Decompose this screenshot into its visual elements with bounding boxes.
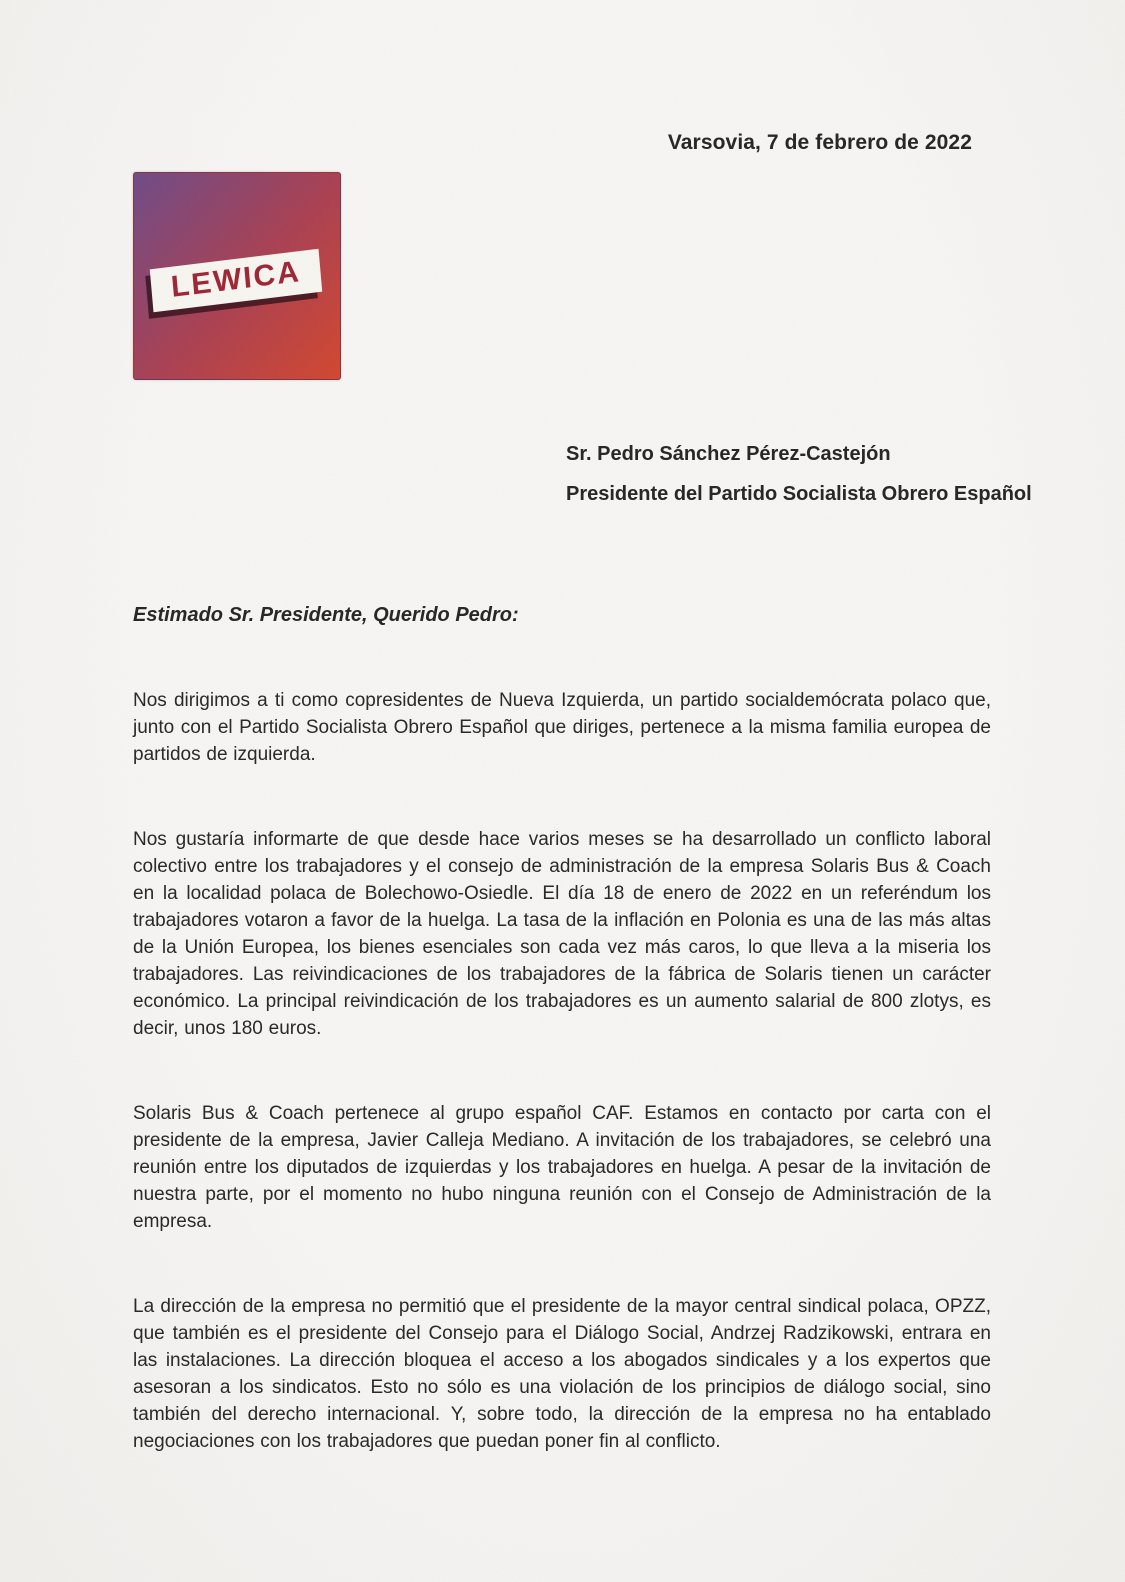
recipient-name: Sr. Pedro Sánchez Pérez-Castejón (566, 443, 891, 465)
lewica-logo (133, 172, 341, 380)
lewica-logo-text: LEWICA (169, 254, 302, 304)
letter-body (133, 687, 991, 1513)
paragraph-conflict-description: Nos gustaría informarte de que desde hace varios meses se ha desarrollado un conflicto laboral colectivo entre los trabajadores y el consejo de administración de la empresa Solaris Bus & Coach en la localidad polaca de Bolechowo-Osiedle. El día 18 de enero de 2022 en un referéndum los trabajadores votaron a favor de la huelga. La tasa de la inflación en Polonia es una de las más altas de la Unión Europea, los bienes esenciales son cada vez más caros, lo que lleva a la miseria los trabajadores. Las reivindicaciones de los trabajadores de la fábrica de Solaris tienen un carácter económico. La principal reivindicación de los trabajadores es un aumento salarial de 800 zlotys, es decir, unos 180 euros. (133, 829, 991, 1039)
paragraph-management-criticism: La dirección de la empresa no permitió que el presidente de la mayor central sindical polaca, OPZZ, que también es el presidente del Consejo para el Diálogo Social, Andrzej Radzikowski, entrara en las instalaciones. La dirección bloquea el acceso a los abogados sindicales y a los expertos que asesoran a los sindicatos. Esto no sólo es una violación de los principios de diálogo social, sino también del derecho internacional. Y, sobre todo, la dirección de la empresa no ha entablado negociaciones con los trabajadores que puedan poner fin al conflicto. (133, 1296, 991, 1452)
paragraph-caf-contact: Solaris Bus & Coach pertenece al grupo español CAF. Estamos en contacto por carta con el presidente de la empresa, Javier Calleja Mediano. A invitación de los trabajadores, se celebró una reunión entre los diputados de izquierdas y los trabajadores en huelga. A pesar de la invitación de nuestra parte, por el momento no hubo ninguna reunión con el Consejo de Administración de la empresa. (133, 1103, 991, 1232)
salutation: Estimado Sr. Presidente, Querido Pedro: (133, 604, 519, 626)
recipient-title: Presidente del Partido Socialista Obrero Español (566, 483, 1032, 505)
paragraph-introduction: Nos dirigimos a ti como copresidentes de Nueva Izquierda, un partido socialdemócrata polaco que, junto con el Partido Socialista Obrero Español que diriges, pertenece a la misma familia europea de partidos de izquierda. (133, 690, 991, 765)
lewica-logo-banner (150, 249, 322, 313)
recipient-block (566, 440, 1032, 520)
date-line: Varsovia, 7 de febrero de 2022 (667, 131, 972, 154)
